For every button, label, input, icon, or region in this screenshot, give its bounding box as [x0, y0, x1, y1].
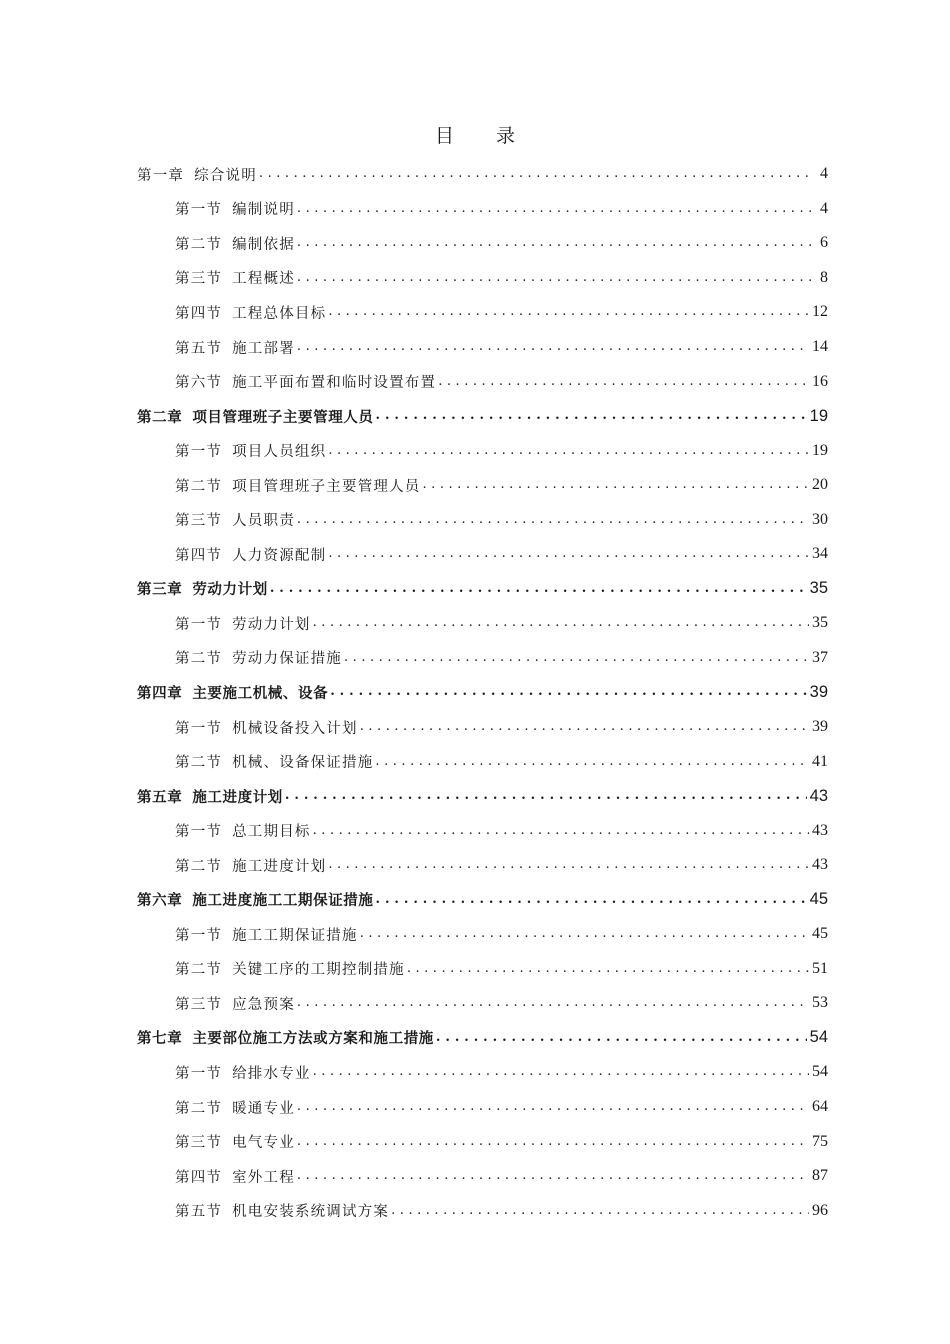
toc-entry-page-number: 35	[809, 579, 828, 598]
toc-entry-number: 第二节	[175, 755, 223, 772]
toc-entry-label	[137, 682, 328, 703]
table-of-contents	[137, 157, 828, 1228]
toc-entry-title: 应急预案	[232, 996, 295, 1013]
dot-leader	[344, 649, 809, 667]
dot-leader	[297, 234, 811, 252]
toc-section-entry[interactable]	[137, 502, 828, 537]
toc-entry-title: 电气专业	[232, 1135, 295, 1152]
toc-section-entry[interactable]	[137, 952, 828, 987]
toc-entry-title: 施工进度计划	[192, 789, 283, 806]
toc-entry-page-number: 54	[812, 1063, 828, 1081]
toc-entry-page-number: 53	[812, 994, 828, 1012]
dot-leader	[297, 994, 809, 1012]
toc-entry-label	[175, 993, 295, 1014]
dot-leader	[297, 1133, 809, 1151]
toc-entry-label	[175, 613, 311, 634]
dot-leader	[297, 200, 811, 218]
toc-entry-number: 第二节	[175, 1100, 223, 1117]
toc-entry-title: 工程总体目标	[232, 305, 327, 322]
toc-entry-number: 第一节	[175, 616, 223, 633]
dot-leader	[313, 1063, 809, 1081]
toc-entry-page-number: 20	[812, 476, 828, 494]
toc-section-entry[interactable]	[137, 848, 828, 883]
toc-entry-page-number: 37	[812, 648, 828, 666]
toc-entry-page-number: 43	[809, 786, 828, 805]
toc-entry-number: 第五节	[175, 340, 223, 357]
toc-entry-page-number: 4	[820, 165, 828, 183]
toc-entry-page-number: 43	[812, 856, 828, 874]
dot-leader	[328, 856, 809, 874]
dot-leader	[297, 1098, 809, 1116]
toc-entry-label	[175, 198, 295, 219]
toc-entry-number: 第二章	[137, 409, 183, 426]
dot-leader	[313, 822, 809, 840]
toc-entry-page-number: 30	[812, 510, 828, 528]
toc-entry-label	[137, 164, 257, 185]
toc-entry-page-number: 87	[812, 1167, 828, 1185]
toc-entry-title: 总工期目标	[232, 824, 311, 841]
toc-entry-number: 第六节	[175, 375, 223, 392]
toc-entry-label	[137, 1027, 434, 1048]
toc-entry-label	[175, 1097, 295, 1118]
toc-section-entry[interactable]	[137, 1124, 828, 1159]
toc-entry-page-number: 34	[812, 545, 828, 563]
toc-chapter-entry[interactable]	[137, 157, 828, 192]
toc-entry-number: 第六章	[137, 893, 183, 910]
toc-section-entry[interactable]	[137, 537, 828, 572]
toc-entry-title: 施工进度施工工期保证措施	[192, 893, 374, 910]
toc-entry-number: 第一章	[137, 167, 185, 184]
toc-entry-title: 劳动力保证措施	[232, 651, 343, 668]
dot-leader	[328, 442, 809, 460]
toc-entry-page-number: 12	[812, 303, 828, 321]
toc-entry-number: 第一节	[175, 720, 223, 737]
toc-entry-label	[175, 1131, 295, 1152]
toc-entry-label	[175, 337, 295, 358]
toc-section-entry[interactable]	[137, 261, 828, 296]
toc-entry-page-number: 51	[812, 959, 828, 977]
toc-entry-label	[137, 578, 268, 599]
toc-entry-title: 主要施工机械、设备	[192, 685, 329, 702]
dot-leader	[375, 753, 809, 771]
toc-entry-title: 施工平面布置和临时设置布置	[232, 375, 437, 392]
dot-leader	[391, 1202, 809, 1220]
toc-entry-title: 人员职责	[232, 513, 295, 530]
dot-leader	[259, 165, 811, 183]
toc-section-entry[interactable]	[137, 1090, 828, 1125]
dot-leader	[360, 925, 809, 943]
toc-entry-page-number: 14	[812, 338, 828, 355]
toc-section-entry[interactable]	[137, 295, 828, 330]
toc-entry-label	[175, 1166, 295, 1187]
toc-section-entry[interactable]	[137, 433, 828, 468]
toc-entry-label	[175, 751, 373, 772]
toc-chapter-entry[interactable]	[137, 1021, 828, 1056]
toc-entry-title: 项目人员组织	[232, 444, 327, 461]
dot-leader	[436, 1029, 807, 1047]
toc-entry-label	[175, 820, 311, 841]
toc-entry-label	[175, 267, 295, 288]
toc-entry-label	[175, 371, 436, 392]
toc-entry-number: 第三节	[175, 996, 223, 1013]
toc-entry-label	[175, 509, 295, 530]
toc-entry-title: 劳动力计划	[232, 616, 311, 633]
toc-entry-page-number: 6	[820, 234, 828, 252]
dot-leader	[313, 614, 809, 632]
toc-entry-number: 第二节	[175, 651, 223, 668]
toc-chapter-entry[interactable]	[137, 399, 828, 434]
toc-section-entry[interactable]	[137, 330, 828, 365]
dot-leader	[297, 1167, 809, 1185]
toc-chapter-entry[interactable]	[137, 572, 828, 607]
toc-entry-label	[175, 440, 326, 461]
toc-entry-number: 第二节	[175, 858, 223, 875]
toc-entry-page-number: 96	[812, 1201, 828, 1219]
toc-section-entry[interactable]	[137, 710, 828, 745]
toc-title: 目 录	[434, 125, 534, 147]
dot-leader	[285, 787, 807, 805]
dot-leader	[297, 511, 809, 529]
toc-entry-number: 第二节	[175, 962, 223, 979]
toc-entry-page-number: 43	[812, 821, 828, 839]
toc-entry-page-number: 19	[809, 406, 828, 425]
toc-entry-number: 第五章	[137, 789, 183, 806]
toc-entry-title: 综合说明	[194, 167, 257, 184]
toc-entry-label	[175, 717, 358, 738]
toc-entry-label	[175, 302, 326, 323]
toc-entry-number: 第四节	[175, 305, 223, 322]
toc-entry-title: 劳动力计划	[192, 582, 268, 599]
toc-entry-label	[137, 786, 283, 807]
toc-entry-label	[175, 855, 326, 876]
dot-leader	[423, 476, 809, 494]
toc-entry-title: 暖通专业	[232, 1100, 295, 1117]
toc-entry-number: 第五节	[175, 1204, 223, 1221]
toc-entry-page-number: 4	[820, 199, 828, 217]
dot-leader	[360, 718, 809, 736]
toc-entry-title: 主要部位施工方法或方案和施工措施	[192, 1031, 434, 1048]
toc-section-entry[interactable]	[137, 226, 828, 261]
toc-entry-page-number: 41	[812, 752, 828, 770]
toc-entry-title: 编制说明	[232, 202, 295, 219]
toc-section-entry[interactable]	[137, 606, 828, 641]
toc-entry-number: 第三节	[175, 271, 223, 288]
dot-leader	[328, 303, 809, 321]
toc-entry-number: 第二节	[175, 478, 223, 495]
toc-entry-number: 第二节	[175, 236, 223, 253]
toc-entry-page-number: 19	[812, 441, 828, 459]
toc-entry-title: 项目管理班子主要管理人员	[192, 409, 374, 426]
toc-entry-label	[137, 889, 374, 910]
toc-entry-number: 第四章	[137, 685, 183, 702]
toc-entry-label	[175, 544, 326, 565]
toc-entry-number: 第四节	[175, 1169, 223, 1186]
toc-entry-label	[175, 1062, 311, 1083]
toc-entry-page-number: 45	[809, 890, 828, 909]
toc-entry-number: 第一节	[175, 444, 223, 461]
toc-chapter-entry[interactable]	[137, 779, 828, 814]
dot-leader	[330, 683, 806, 701]
toc-entry-title: 给排水专业	[232, 1065, 311, 1082]
toc-section-entry[interactable]	[137, 986, 828, 1021]
toc-entry-number: 第一节	[175, 927, 223, 944]
toc-entry-page-number: 16	[812, 372, 828, 390]
toc-section-entry[interactable]	[137, 813, 828, 848]
toc-entry-title: 项目管理班子主要管理人员	[232, 478, 421, 495]
toc-entry-title: 人力资源配制	[232, 547, 327, 564]
toc-section-entry[interactable]	[137, 192, 828, 227]
toc-entry-number: 第三节	[175, 513, 223, 530]
toc-section-entry[interactable]	[137, 641, 828, 676]
dot-leader	[438, 373, 809, 391]
toc-section-entry[interactable]	[137, 364, 828, 399]
toc-entry-page-number: 39	[809, 682, 828, 701]
toc-entry-number: 第一节	[175, 1065, 223, 1082]
toc-entry-title: 施工进度计划	[232, 858, 327, 875]
toc-entry-title: 机电安装系统调试方案	[232, 1204, 390, 1221]
toc-entry-number: 第三节	[175, 1135, 223, 1152]
toc-entry-title: 施工工期保证措施	[232, 927, 358, 944]
toc-section-entry[interactable]	[137, 917, 828, 952]
toc-entry-label	[175, 647, 342, 668]
toc-section-entry[interactable]	[137, 744, 828, 779]
toc-entry-title: 关键工序的工期控制措施	[232, 962, 405, 979]
toc-section-entry[interactable]	[137, 1193, 828, 1228]
toc-entry-page-number: 64	[812, 1098, 828, 1116]
toc-entry-page-number: 35	[812, 614, 828, 632]
dot-leader	[407, 960, 809, 978]
toc-entry-page-number: 8	[820, 268, 828, 286]
toc-entry-label	[175, 233, 295, 254]
toc-entry-page-number: 75	[812, 1132, 828, 1150]
toc-entry-number: 第一节	[175, 824, 223, 841]
toc-entry-number: 第一节	[175, 202, 223, 219]
dot-leader	[297, 338, 809, 356]
toc-entry-label	[175, 958, 405, 979]
toc-entry-label	[175, 924, 358, 945]
toc-entry-page-number: 45	[812, 925, 828, 943]
toc-entry-label	[175, 1200, 389, 1221]
toc-entry-number: 第七章	[137, 1031, 183, 1048]
dot-leader	[328, 545, 809, 563]
toc-chapter-entry[interactable]	[137, 882, 828, 917]
dot-leader	[376, 891, 807, 909]
toc-entry-title: 施工部署	[232, 340, 295, 357]
dot-leader	[376, 407, 807, 425]
toc-entry-title: 机械、设备保证措施	[232, 755, 374, 772]
toc-entry-label	[137, 406, 374, 427]
dot-leader	[297, 269, 811, 287]
toc-chapter-entry[interactable]	[137, 675, 828, 710]
toc-entry-page-number: 39	[812, 718, 828, 736]
dot-leader	[270, 580, 807, 598]
toc-entry-title: 工程概述	[232, 271, 295, 288]
toc-entry-number: 第三章	[137, 582, 183, 599]
toc-entry-page-number: 54	[809, 1028, 828, 1047]
toc-entry-title: 编制依据	[232, 236, 295, 253]
toc-section-entry[interactable]	[137, 1159, 828, 1194]
toc-entry-title: 机械设备投入计划	[232, 720, 358, 737]
toc-section-entry[interactable]	[137, 468, 828, 503]
toc-entry-number: 第四节	[175, 547, 223, 564]
toc-entry-label	[175, 475, 421, 496]
toc-entry-title: 室外工程	[232, 1169, 295, 1186]
toc-section-entry[interactable]	[137, 1055, 828, 1090]
